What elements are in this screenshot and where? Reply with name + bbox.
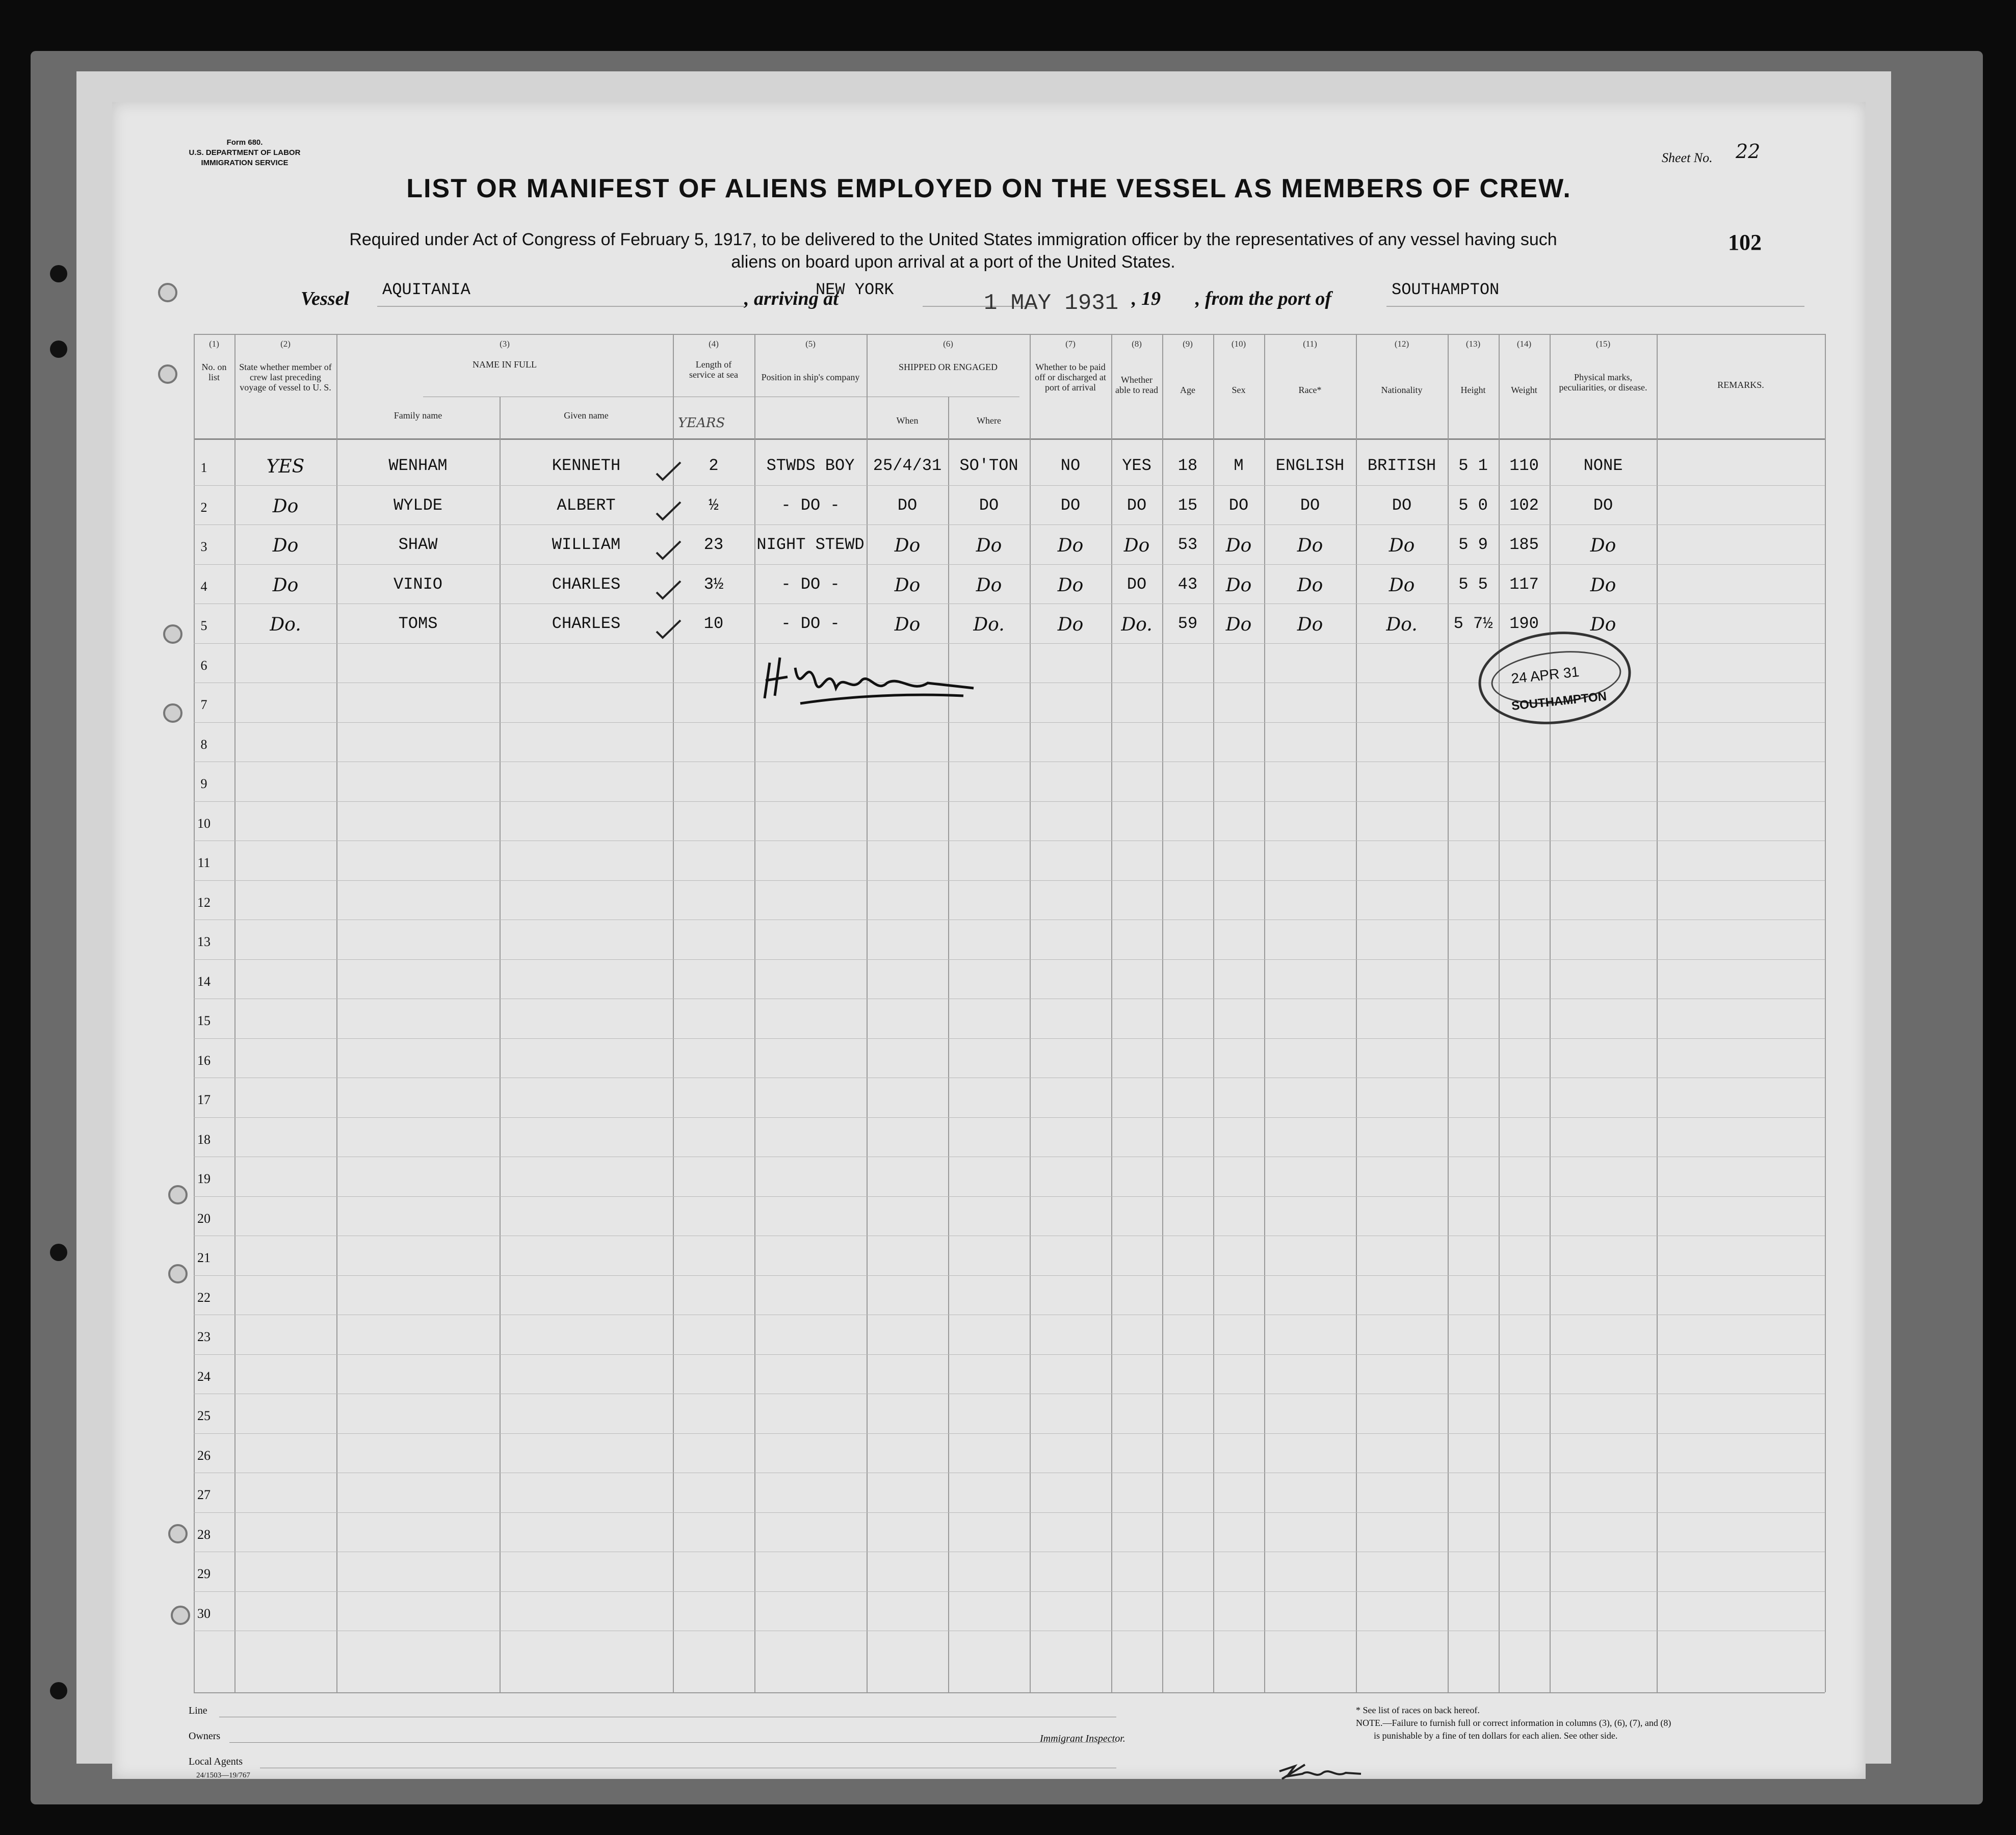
row-rule bbox=[194, 1275, 1825, 1276]
binder-hole bbox=[50, 340, 67, 358]
cell-service: 3½ bbox=[703, 574, 724, 594]
header-height: Height bbox=[1460, 385, 1486, 395]
cell-weight: 185 bbox=[1509, 535, 1539, 554]
header-name-in-full: NAME IN FULL bbox=[473, 359, 537, 370]
cell-paid: Do bbox=[1057, 614, 1084, 635]
header-when: When bbox=[896, 415, 919, 426]
punch-ring bbox=[163, 703, 182, 723]
row-number: 30 bbox=[197, 1606, 211, 1621]
cell-position: NIGHT STEWD bbox=[756, 535, 865, 554]
row-rule bbox=[194, 1512, 1825, 1513]
row-number: 17 bbox=[197, 1092, 211, 1107]
row-number: 8 bbox=[200, 737, 207, 752]
cell-nationality: Do bbox=[1389, 574, 1415, 596]
cell-when: Do bbox=[894, 614, 921, 635]
cell-race: Do bbox=[1297, 535, 1323, 556]
col-num-11: (11) bbox=[1303, 339, 1317, 349]
arrival-date-stamp: 1 MAY 1931 bbox=[984, 291, 1119, 316]
col-num-12: (12) bbox=[1394, 339, 1409, 349]
cell-position: STWDS BOY bbox=[766, 456, 855, 475]
cell-height: 5 0 bbox=[1458, 495, 1488, 515]
cell-sex: Do bbox=[1225, 574, 1252, 596]
cell-prev: YES bbox=[266, 456, 305, 477]
cell-age: 53 bbox=[1177, 535, 1198, 554]
punch-ring bbox=[158, 364, 177, 384]
manifest-sheet bbox=[112, 102, 1866, 1779]
header-no-on-list: No. on list bbox=[201, 362, 227, 382]
cell-when: 25/4/31 bbox=[873, 456, 942, 475]
form-identifier bbox=[168, 138, 321, 168]
punch-ring bbox=[168, 1185, 188, 1204]
cell-read: YES bbox=[1122, 456, 1151, 475]
col-num-13: (13) bbox=[1465, 339, 1481, 349]
cell-age: 59 bbox=[1177, 614, 1198, 633]
immigrant-inspector-label: Immigrant Inspector. bbox=[1040, 1733, 1125, 1744]
header-nationality: Nationality bbox=[1381, 385, 1423, 395]
row-rule bbox=[194, 880, 1825, 881]
header-remarks: REMARKS. bbox=[1717, 380, 1764, 390]
cell-when: Do bbox=[894, 535, 921, 556]
row-rule bbox=[194, 959, 1825, 960]
punch-ring bbox=[168, 1524, 188, 1543]
cell-race: Do bbox=[1297, 614, 1323, 635]
cell-age: 43 bbox=[1177, 574, 1198, 594]
cell-prev: Do bbox=[272, 574, 299, 596]
form-number: Form 680. bbox=[226, 138, 263, 147]
row-rule bbox=[194, 485, 1825, 486]
cell-read: DO bbox=[1127, 495, 1147, 515]
cell-physical: Do bbox=[1590, 614, 1616, 635]
cell-given: WILLIAM bbox=[552, 535, 621, 554]
footer-line-label: Line bbox=[189, 1705, 207, 1716]
row-number: 28 bbox=[197, 1527, 211, 1542]
row-rule bbox=[194, 564, 1825, 565]
col-num-7: (7) bbox=[1065, 339, 1076, 349]
check-mark-icon bbox=[652, 616, 683, 642]
col-num-4: (4) bbox=[709, 339, 719, 349]
header-weight: Weight bbox=[1511, 385, 1537, 395]
department: U.S. DEPARTMENT OF LABOR bbox=[189, 148, 301, 157]
cell-race: Do bbox=[1297, 574, 1323, 596]
row-number: 6 bbox=[200, 658, 207, 673]
row-number: 15 bbox=[197, 1013, 211, 1028]
row-number: 5 bbox=[200, 618, 207, 633]
cell-weight: 110 bbox=[1509, 456, 1539, 475]
row-number: 25 bbox=[197, 1408, 211, 1423]
header-position: Position in ship's company bbox=[761, 372, 860, 382]
row-rule bbox=[194, 1196, 1825, 1197]
header-state-whether: State whether member of crew last preceding voyage of vessel to U. S. bbox=[239, 362, 332, 392]
row-number: 12 bbox=[197, 895, 211, 910]
penalty-note-1: NOTE.—Failure to furnish full or correct information in columns (3), (6), (7), and (8) bbox=[1356, 1718, 1671, 1728]
arriving-label: , arriving at bbox=[744, 288, 839, 309]
cell-where: Do bbox=[976, 535, 1002, 556]
header-sex: Sex bbox=[1232, 385, 1246, 395]
col-num-1: (1) bbox=[209, 339, 219, 349]
header-given-name: Given name bbox=[564, 410, 609, 421]
punch-ring bbox=[163, 624, 182, 644]
length-years-note: YEARS bbox=[678, 415, 725, 431]
inspector-signature bbox=[760, 632, 984, 714]
cell-position: - DO - bbox=[781, 495, 840, 515]
cell-nationality: DO bbox=[1392, 495, 1412, 515]
cell-paid: DO bbox=[1060, 495, 1081, 515]
cell-given: KENNETH bbox=[552, 456, 621, 475]
cell-weight: 102 bbox=[1509, 495, 1539, 515]
print-number: 24/1503—19/767 bbox=[196, 1771, 250, 1779]
cell-service: ½ bbox=[709, 495, 719, 515]
header-able-to-read: Whether able to read bbox=[1115, 375, 1158, 395]
header-shipped-engaged: SHIPPED OR ENGAGED bbox=[898, 362, 998, 372]
cell-weight: 190 bbox=[1509, 614, 1539, 633]
cell-where: Do. bbox=[973, 614, 1005, 635]
col-num-9: (9) bbox=[1183, 339, 1193, 349]
vessel-label: Vessel bbox=[301, 288, 349, 309]
row-number: 7 bbox=[200, 697, 207, 712]
col-num-6: (6) bbox=[943, 339, 953, 349]
cell-height: 5 1 bbox=[1458, 456, 1488, 475]
cell-physical: DO bbox=[1593, 495, 1613, 515]
cell-height: 5 5 bbox=[1458, 574, 1488, 594]
vessel-name: AQUITANIA bbox=[382, 280, 470, 299]
cell-when: DO bbox=[897, 495, 918, 515]
col-num-2: (2) bbox=[280, 339, 291, 349]
row-number: 11 bbox=[197, 855, 211, 870]
stamp-date: 24 APR 31 bbox=[1510, 664, 1580, 687]
check-mark-icon bbox=[652, 498, 683, 523]
cell-family: VINIO bbox=[393, 574, 442, 594]
row-number: 20 bbox=[197, 1211, 211, 1226]
cell-given: ALBERT bbox=[557, 495, 616, 515]
cell-physical: Do bbox=[1590, 574, 1616, 596]
cell-where: DO bbox=[979, 495, 999, 515]
cell-weight: 117 bbox=[1509, 574, 1539, 594]
row-number: 27 bbox=[197, 1487, 211, 1502]
cell-race: DO bbox=[1300, 495, 1320, 515]
col-num-15: (15) bbox=[1595, 339, 1611, 349]
cell-paid: NO bbox=[1060, 456, 1081, 475]
punch-ring bbox=[168, 1264, 188, 1283]
row-rule bbox=[194, 1354, 1825, 1355]
row-number: 22 bbox=[197, 1290, 211, 1305]
page-number: 102 bbox=[1728, 230, 1762, 255]
cell-sex: M bbox=[1234, 456, 1244, 475]
cell-height: 5 7½ bbox=[1453, 614, 1493, 633]
col-num-5: (5) bbox=[805, 339, 816, 349]
cell-nationality: BRITISH bbox=[1367, 456, 1436, 475]
header-family-name: Family name bbox=[394, 410, 442, 421]
cell-sex: Do bbox=[1225, 614, 1252, 635]
cell-physical: Do bbox=[1590, 535, 1616, 556]
penalty-note-2: is punishable by a fine of ten dollars for each alien. See other side. bbox=[1374, 1731, 1618, 1741]
row-number: 16 bbox=[197, 1053, 211, 1068]
cell-physical: NONE bbox=[1583, 456, 1623, 475]
row-number: 29 bbox=[197, 1566, 211, 1581]
races-note: * See list of races on back hereof. bbox=[1356, 1705, 1480, 1715]
cell-position: - DO - bbox=[781, 574, 840, 594]
stamp-place: SOUTHAMPTON bbox=[1510, 689, 1608, 714]
header-length-of-service: Length of service at sea bbox=[689, 359, 738, 380]
year-label: , 19 bbox=[1132, 288, 1161, 309]
binder-hole bbox=[50, 1682, 67, 1699]
punch-ring bbox=[158, 283, 177, 302]
check-mark-icon bbox=[652, 577, 683, 602]
row-number: 3 bbox=[200, 539, 207, 554]
cell-read: Do bbox=[1123, 535, 1150, 556]
service: IMMIGRATION SERVICE bbox=[201, 159, 289, 167]
cell-when: Do bbox=[894, 574, 921, 596]
cell-sex: Do bbox=[1225, 535, 1252, 556]
row-number: 19 bbox=[197, 1171, 211, 1186]
header-where: Where bbox=[977, 415, 1001, 426]
cell-where: Do bbox=[976, 574, 1002, 596]
row-rule bbox=[194, 1591, 1825, 1592]
row-number: 14 bbox=[197, 974, 211, 989]
punch-ring bbox=[171, 1606, 190, 1625]
cell-height: 5 9 bbox=[1458, 535, 1488, 554]
cell-nationality: Do. bbox=[1386, 614, 1418, 635]
header-race: Race* bbox=[1298, 385, 1322, 395]
cell-read: DO bbox=[1127, 574, 1147, 594]
cell-family: SHAW bbox=[398, 535, 438, 554]
from-port-label: , from the port of bbox=[1195, 288, 1332, 309]
header-paid-off: Whether to be paid off or discharged at port of arrival bbox=[1035, 362, 1106, 392]
cell-position: - DO - bbox=[781, 614, 840, 633]
binder-hole bbox=[50, 265, 67, 282]
page-title: LIST OR MANIFEST OF ALIENS EMPLOYED ON THE VESSEL AS MEMBERS OF CREW. bbox=[406, 174, 1572, 203]
cell-given: CHARLES bbox=[552, 614, 621, 633]
binder-hole bbox=[50, 1244, 67, 1261]
cell-prev: Do bbox=[272, 495, 299, 517]
row-number: 4 bbox=[200, 579, 207, 594]
cell-sex: DO bbox=[1228, 495, 1249, 515]
arriving-port: NEW YORK bbox=[816, 280, 894, 299]
col-num-14: (14) bbox=[1516, 339, 1532, 349]
header-age: Age bbox=[1180, 385, 1195, 395]
cell-race: ENGLISH bbox=[1275, 456, 1345, 475]
footer-owners-label: Owners bbox=[189, 1731, 221, 1742]
row-number: 9 bbox=[200, 776, 207, 791]
row-number: 26 bbox=[197, 1448, 211, 1463]
cell-paid: Do bbox=[1057, 535, 1084, 556]
cell-family: WYLDE bbox=[393, 495, 442, 515]
row-number: 23 bbox=[197, 1329, 211, 1344]
row-number: 1 bbox=[200, 460, 207, 475]
row-number: 10 bbox=[197, 816, 211, 831]
cell-prev: Do. bbox=[270, 614, 301, 635]
row-rule bbox=[194, 1117, 1825, 1118]
cell-prev: Do bbox=[272, 535, 299, 556]
row-number: 21 bbox=[197, 1250, 211, 1265]
cell-family: TOMS bbox=[398, 614, 438, 633]
col-num-10: (10) bbox=[1231, 339, 1246, 349]
check-mark-icon bbox=[652, 458, 683, 484]
row-rule bbox=[194, 1433, 1825, 1434]
row-rule bbox=[194, 722, 1825, 723]
check-mark-icon bbox=[652, 537, 683, 563]
row-number: 18 bbox=[197, 1132, 211, 1147]
sheet-label: Sheet No. bbox=[1662, 150, 1713, 165]
col-num-8: (8) bbox=[1132, 339, 1142, 349]
row-rule bbox=[194, 1038, 1825, 1039]
cell-paid: Do bbox=[1057, 574, 1084, 596]
cell-age: 15 bbox=[1177, 495, 1198, 515]
cell-family: WENHAM bbox=[388, 456, 448, 475]
subtitle-line-1: Required under Act of Congress of February 5, 1917, to be delivered to the United States immigration officer by the representatives of any vessel having such bbox=[349, 230, 1557, 249]
office-stamp bbox=[1474, 624, 1635, 731]
sheet-number: 22 bbox=[1736, 140, 1761, 163]
row-number: 24 bbox=[197, 1369, 211, 1384]
header-physical-marks: Physical marks, peculiarities, or disease. bbox=[1559, 372, 1647, 392]
col-num-3: (3) bbox=[500, 339, 510, 349]
row-number: 13 bbox=[197, 934, 211, 949]
footer-local-agents-label: Local Agents bbox=[189, 1756, 243, 1767]
cell-given: CHARLES bbox=[552, 574, 621, 594]
row-number: 2 bbox=[200, 500, 207, 515]
cell-age: 18 bbox=[1177, 456, 1198, 475]
departure-port: SOUTHAMPTON bbox=[1392, 280, 1500, 299]
subtitle-line-2: aliens on board upon arrival at a port of the United States. bbox=[731, 252, 1175, 272]
cell-service: 2 bbox=[709, 456, 719, 475]
cell-where: SO'TON bbox=[959, 456, 1018, 475]
initials-scrawl bbox=[1274, 1759, 1366, 1784]
cell-service: 10 bbox=[703, 614, 724, 633]
row-rule bbox=[194, 801, 1825, 802]
cell-nationality: Do bbox=[1389, 535, 1415, 556]
cell-read: Do. bbox=[1121, 614, 1153, 635]
cell-service: 23 bbox=[703, 535, 724, 554]
